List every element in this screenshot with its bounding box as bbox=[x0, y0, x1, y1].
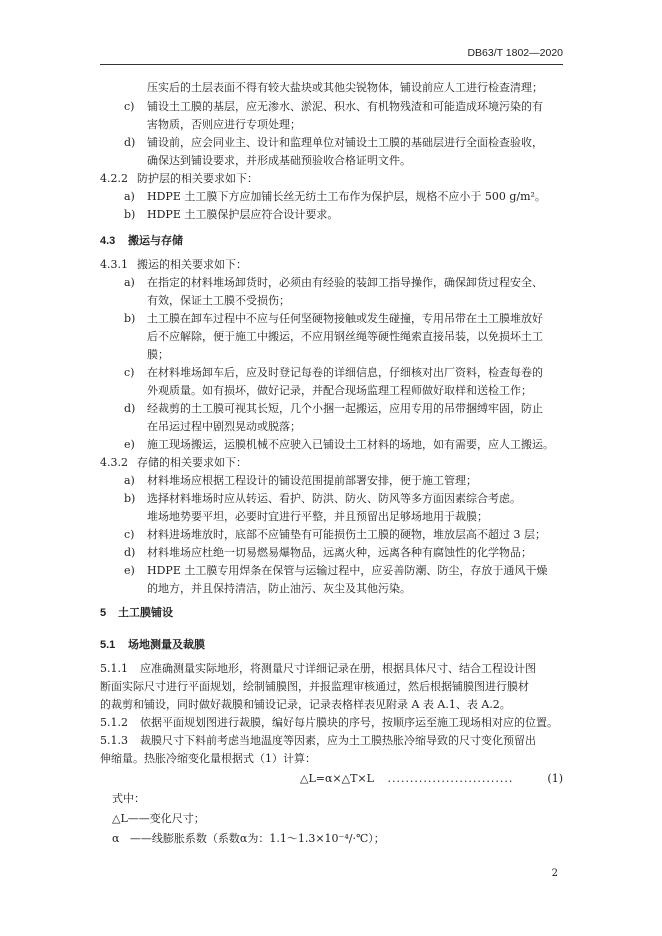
document-code: DB63/T 1802—2020 bbox=[467, 47, 563, 59]
formula bbox=[300, 772, 513, 786]
text-line: 压实后的土层表面不得有较大盐块或其他尖锐物体，铺设前应人工进行检查清理； bbox=[147, 81, 543, 94]
clause-number: 4.3.1 bbox=[100, 258, 128, 271]
text-line: 材料堆场应杜绝一切易燃易爆物品，远离火种，远离各种有腐蚀性的化学物品； bbox=[147, 546, 532, 559]
text-line: 的地方，并且保持清洁，防止油污、灰尘及其他污染。 bbox=[147, 582, 411, 595]
text-line: 经裁剪的土工膜可视其长短，几个小捆一起搬运，应用专用的吊带捆缚牢固，防止 bbox=[147, 402, 543, 415]
text-line: 施工现场搬运，运膜机械不应驶入已铺设土工材料的场地，如有需要，应人工搬运。 bbox=[147, 438, 554, 451]
section-title: 场地测量及裁膜 bbox=[128, 639, 205, 651]
text-line: 材料堆场应根据工程设计的铺设范围提前部署安排，便于施工管理； bbox=[147, 474, 477, 487]
text-line: HDPE 土工膜下方应加铺长丝无纺土工布作为保护层，规格不应小于 500 g/m²。 bbox=[147, 190, 546, 203]
text-line: 断面实际尺寸进行平面规划，绘制铺膜图，并报监理审核通过，然后根据铺膜图进行膜材 bbox=[100, 680, 529, 693]
text-line: 堆场地势要平坦，必要时宜进行平整，并且预留出足够场地用于裁膜； bbox=[147, 510, 488, 523]
formula-leader-dots: ............................ bbox=[387, 772, 514, 785]
clause-number: 4.3.2 bbox=[100, 456, 128, 469]
text-line: 铺设土工膜的基层，应无渗水、淤泥、积水、有机物残渣和可能造成环境污染的有 bbox=[147, 100, 543, 113]
text-line: 铺设前，应会同业主、设计和监理单位对铺设土工膜的基础层进行全面检查验收， bbox=[147, 136, 543, 149]
list-marker: d) bbox=[124, 546, 136, 559]
section-number: 4.3 bbox=[100, 235, 116, 247]
text-line: HDPE 土工膜保护层应符合设计要求。 bbox=[147, 208, 339, 221]
list-marker: c) bbox=[124, 528, 135, 541]
where-item: α ——线膨胀系数（系数α为：1.1～1.3×10⁻⁴/·℃）； bbox=[112, 832, 385, 845]
formula-expression: △L=α×△T×L bbox=[300, 772, 374, 785]
formula-number: (1) bbox=[547, 772, 563, 785]
where-intro: 式中： bbox=[112, 792, 145, 805]
text-line: 依据平面规划图进行裁膜，编好每片膜块的序号，按顺序运至施工现场相对应的位置。 bbox=[140, 716, 558, 729]
list-marker: a) bbox=[124, 276, 135, 289]
list-marker: b) bbox=[124, 312, 136, 325]
list-marker: c) bbox=[124, 366, 135, 379]
text-line: 防护层的相关要求如下： bbox=[137, 172, 258, 185]
text-line: HDPE 土工膜专用焊条在保管与运输过程中，应妥善防潮、防尘，存放于通风干燥 bbox=[147, 564, 548, 577]
page-number: 2 bbox=[551, 868, 558, 879]
list-marker: d) bbox=[124, 136, 136, 149]
list-marker: b) bbox=[124, 492, 136, 505]
list-marker: b) bbox=[124, 208, 136, 221]
list-marker: d) bbox=[124, 402, 136, 415]
header-rule bbox=[100, 64, 563, 65]
text-line: 材料进场堆放时，底部不应铺垫有可能损伤土工膜的硬物，堆放层高不超过 3 层； bbox=[147, 528, 546, 541]
text-line: 外观质量。如有损坏，做好记录，并配合现场监理工程师做好取样和送检工作； bbox=[147, 384, 532, 397]
text-line: 害物质，否则应进行专项处理； bbox=[147, 118, 301, 131]
text-line: 应准确测量实际地形，将测量尺寸详细记录在册，根据具体尺寸、结合工程设计图 bbox=[140, 662, 536, 675]
text-line: 存储的相关要求如下： bbox=[137, 456, 247, 469]
where-item: △L——变化尺寸； bbox=[112, 812, 205, 825]
text-line: 确保达到铺设要求，并形成基础预验收合格证明文件。 bbox=[147, 154, 411, 167]
text-line: 土工膜在卸车过程中不应与任何坚硬物接触或发生碰撞，专用吊带在土工膜堆放好 bbox=[147, 312, 543, 325]
text-line: 在指定的材料堆场卸货时，必须由有经验的装卸工指导操作，确保卸货过程安全、 bbox=[147, 276, 543, 289]
clause-number: 5.1.3 bbox=[100, 734, 128, 747]
text-line: 有效，保证土工膜不受损伤； bbox=[147, 294, 290, 307]
list-marker: c) bbox=[124, 100, 135, 113]
chapter-title: 土工膜铺设 bbox=[118, 607, 173, 619]
section-heading bbox=[100, 234, 183, 248]
chapter-number: 5 bbox=[100, 607, 107, 619]
list-marker: e) bbox=[124, 438, 135, 451]
text-line: 在吊运过程中剧烈晃动或脱落； bbox=[147, 420, 301, 433]
text-line: 裁膜尺寸下料前考虑当地温度等因素，应为土工膜热胀冷缩导致的尺寸变化预留出 bbox=[140, 734, 536, 747]
text-line: 后不应解除，便于施工中搬运，不应用钢丝绳等硬性绳索直接吊装，以免损坏土工 bbox=[147, 330, 543, 343]
section-title: 搬运与存储 bbox=[128, 235, 183, 247]
section-heading bbox=[100, 638, 205, 652]
list-marker: a) bbox=[124, 474, 135, 487]
list-marker: a) bbox=[124, 190, 135, 203]
text-line: 在材料堆场卸车后，应及时登记每卷的详细信息，仔细核对出厂资料，检查每卷的 bbox=[147, 366, 543, 379]
section-number: 5.1 bbox=[100, 639, 116, 651]
text-line: 的裁剪和铺设，同时做好裁膜和铺设记录，记录表格样表见附录 A 表 A.1、表 A.2。 bbox=[100, 698, 511, 711]
text-line: 选择材料堆场时应从转运、看护、防洪、防火、防风等多方面因素综合考虑。 bbox=[147, 492, 521, 505]
text-line: 伸缩量。热胀冷缩变化量根据式（1）计算： bbox=[100, 752, 316, 765]
clause-number: 4.2.2 bbox=[100, 172, 128, 185]
clause-number: 5.1.2 bbox=[100, 716, 128, 729]
text-line: 膜； bbox=[147, 348, 169, 361]
chapter-heading bbox=[100, 606, 173, 620]
list-marker: e) bbox=[124, 564, 135, 577]
text-line: 搬运的相关要求如下： bbox=[137, 258, 247, 271]
clause-number: 5.1.1 bbox=[100, 662, 128, 675]
